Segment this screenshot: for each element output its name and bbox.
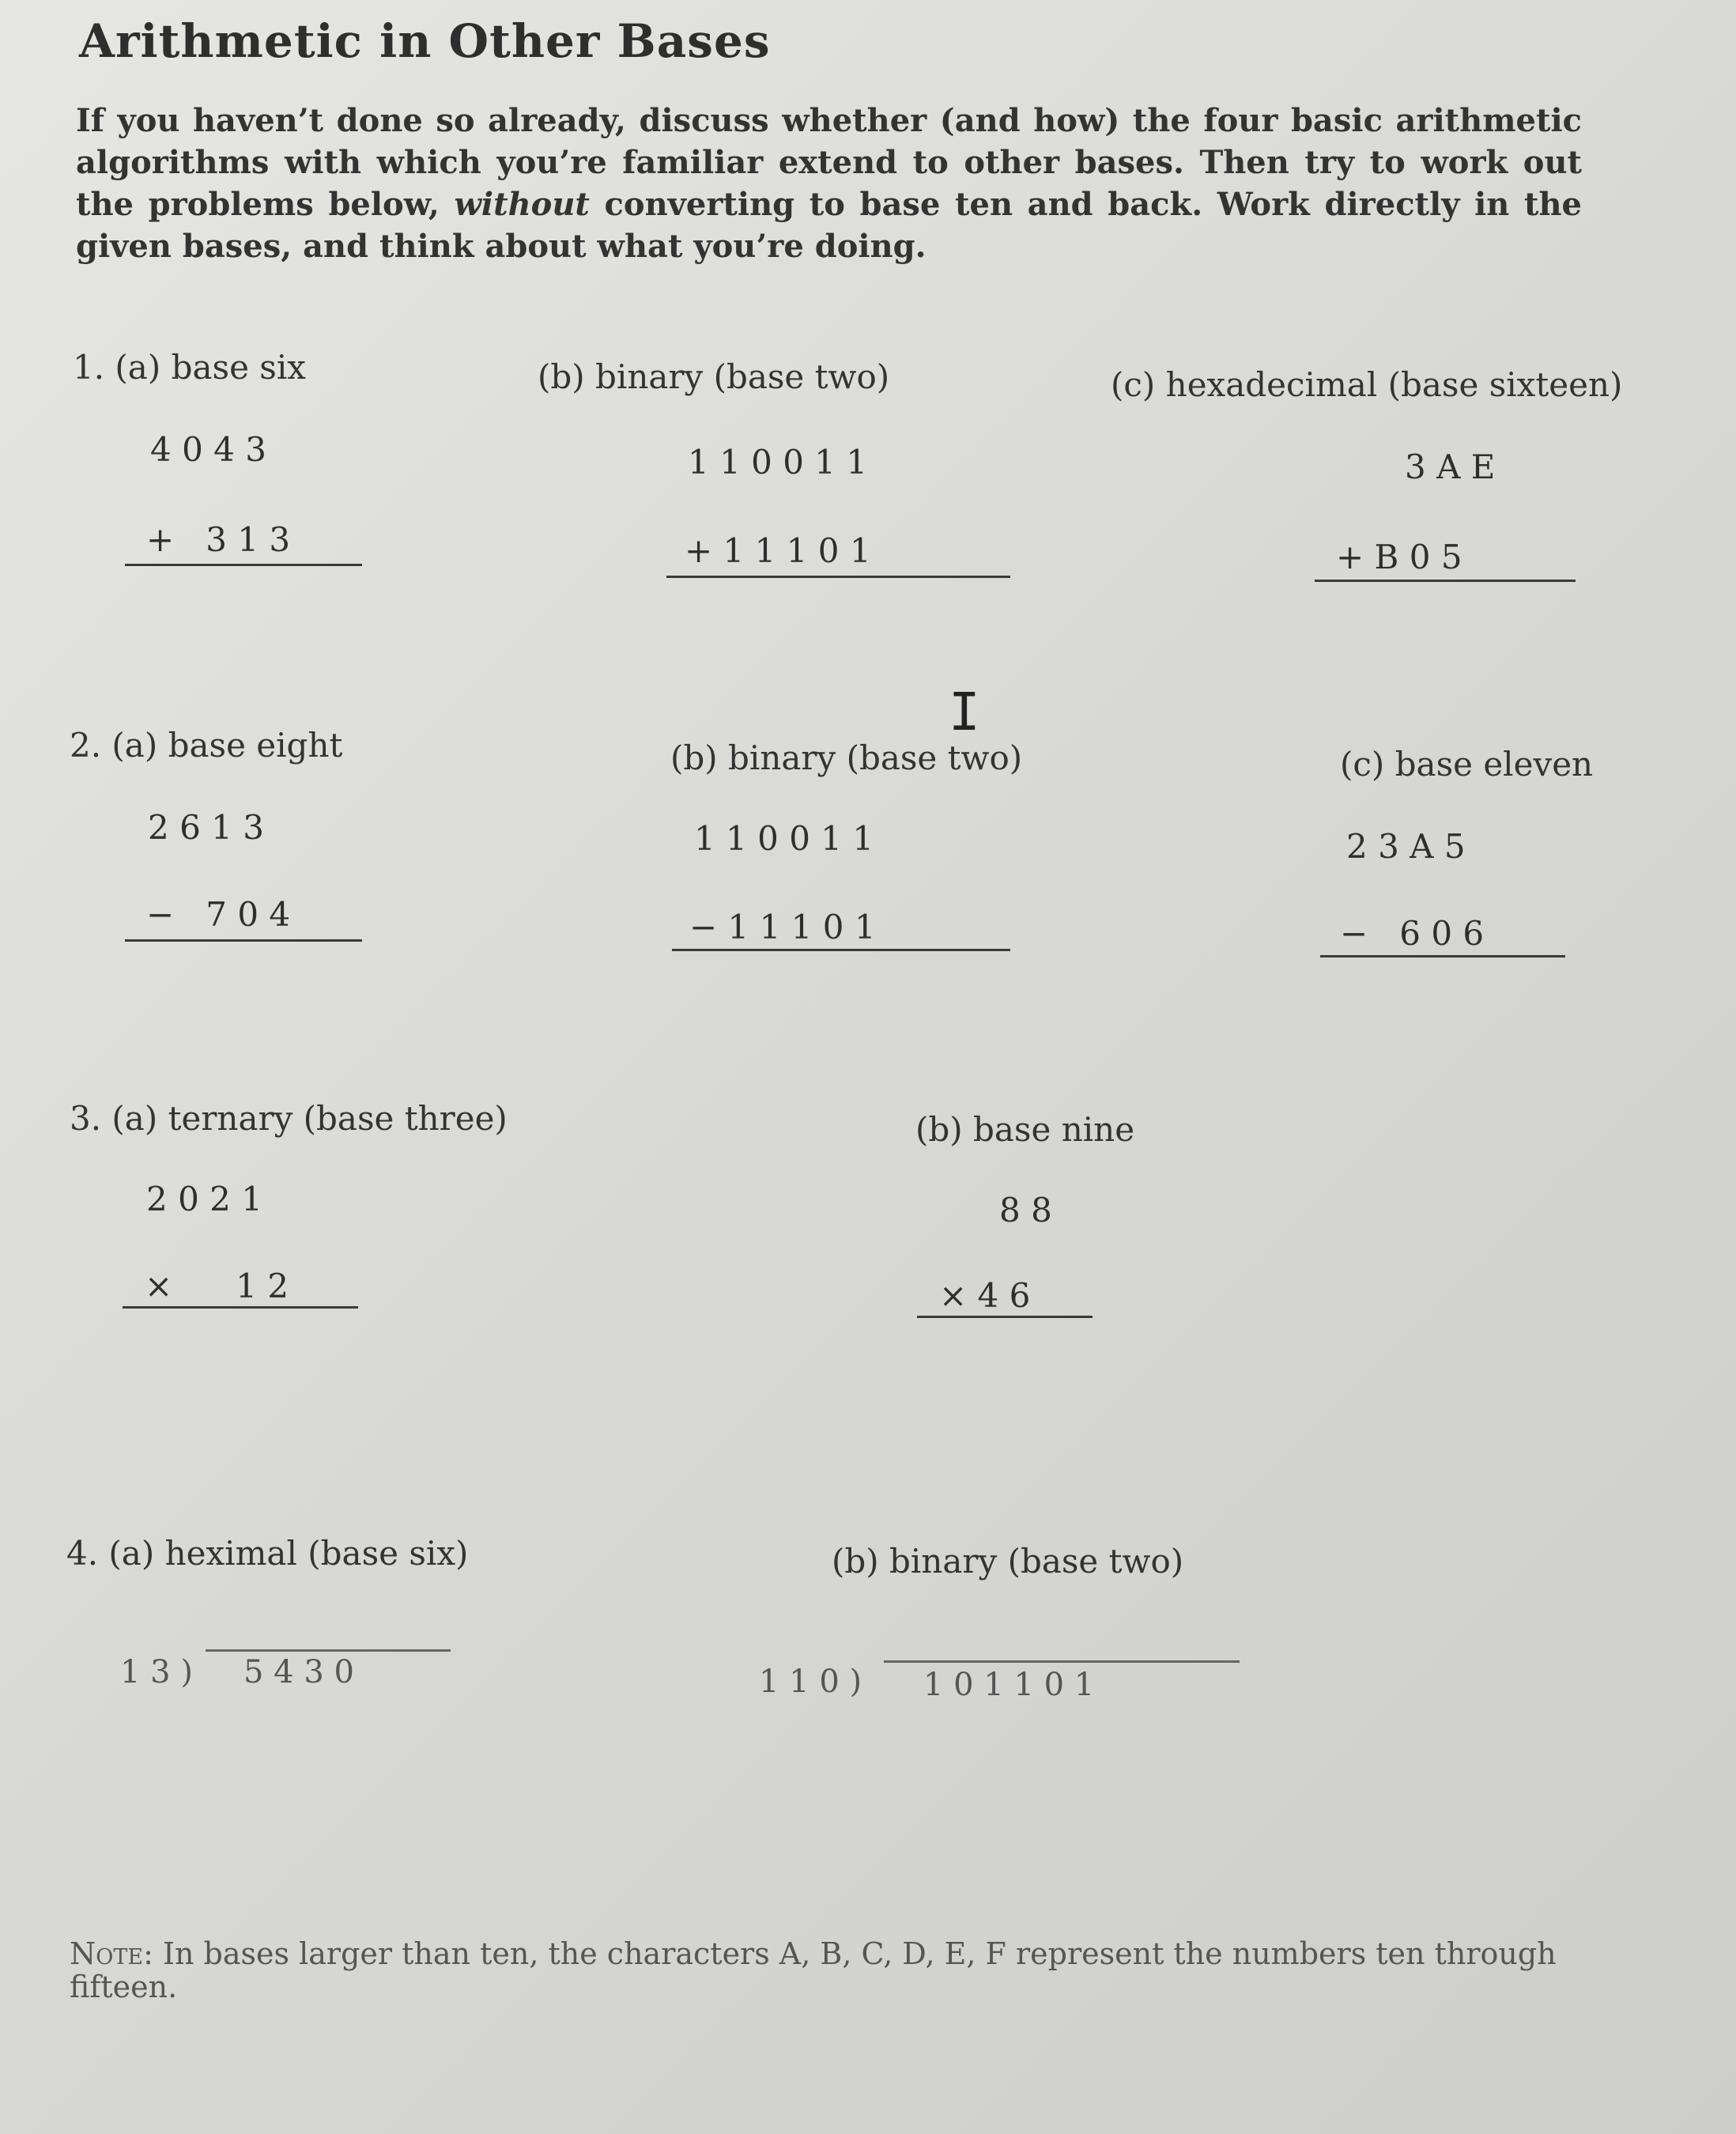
problem-1c-top: 3 A E: [1405, 448, 1496, 486]
problem-1a-bottom: + 3 1 3: [146, 520, 291, 559]
note-paragraph: [70, 1937, 1651, 2004]
note-lead: Note:: [70, 1936, 153, 1971]
problem-1a-top: 4 0 4 3: [150, 430, 266, 469]
intro-text-before: If you haven’t done so already, discuss whether (and how) the four basic arithmetic algorithms with which you’re familiar extend to other bases. Then try to work out the problems below,: [76, 102, 1582, 223]
problem-2a-rule: [125, 939, 362, 942]
problem-4a-division-bar: [206, 1649, 451, 1652]
intro-paragraph: [76, 100, 1582, 267]
problem-2b-top: 1 1 0 0 1 1: [694, 819, 874, 858]
note-text: In bases larger than ten, the characters A, B, C, D, E, F represent the numbers ten through fifteen.: [70, 1936, 1557, 2004]
problem-1a-rule: [125, 564, 362, 566]
problem-4a-divisor: 1 3 ): [120, 1654, 193, 1690]
problem-1b-bottom: + 1 1 1 0 1: [685, 531, 871, 570]
problem-4b-label: (b) binary (base two): [832, 1542, 1184, 1581]
problem-2b-rule: [672, 949, 1010, 951]
problem-3b-bottom: × 4 6: [939, 1276, 1031, 1315]
problem-3a-top: 2 0 2 1: [146, 1180, 262, 1218]
problem-1a-label: 1. (a) base six: [73, 348, 306, 387]
problem-2c-rule: [1320, 955, 1565, 957]
problem-1c-label: (c) hexadecimal (base sixteen): [1111, 365, 1623, 404]
problem-4a-label: 4. (a) heximal (base six): [66, 1534, 469, 1573]
problem-2a-label: 2. (a) base eight: [70, 726, 343, 765]
problem-4b-divisor: 1 1 0 ): [759, 1664, 862, 1700]
problem-3b-label: (b) base nine: [915, 1110, 1135, 1149]
problem-2a-top: 2 6 1 3: [148, 808, 264, 847]
problem-4a-dividend: 5 4 3 0: [243, 1654, 354, 1690]
intro-text-after: converting to base ten and back. Work directly in the given bases, and think about what you’re doing.: [76, 186, 1583, 265]
problem-3a-label: 3. (a) ternary (base three): [70, 1099, 508, 1138]
problem-3b-rule: [917, 1316, 1093, 1318]
problem-2a-bottom: − 7 0 4: [146, 895, 291, 934]
problem-1b-label: (b) binary (base two): [538, 357, 890, 396]
problem-3a-rule: [123, 1306, 358, 1309]
problem-2b-bottom: − 1 1 1 0 1: [689, 908, 876, 946]
problem-3a-bottom: × 1 2: [145, 1267, 289, 1305]
problem-1b-top: 1 1 0 0 1 1: [688, 443, 868, 482]
intro-emphasis: without: [454, 186, 590, 223]
text-cursor-icon: I: [949, 682, 980, 742]
problem-4b-dividend: 1 0 1 1 0 1: [923, 1667, 1095, 1703]
problem-1c-rule: [1315, 580, 1576, 582]
problem-2b-label: (b) binary (base two): [670, 738, 1023, 777]
problem-4b-division-bar: [884, 1660, 1240, 1663]
problem-2c-top: 2 3 A 5: [1346, 827, 1466, 866]
page-title: Arithmetic in Other Bases: [79, 14, 771, 68]
problem-3b-top: 8 8: [999, 1191, 1052, 1229]
problem-2c-bottom: − 6 0 6: [1340, 914, 1485, 953]
problem-2c-label: (c) base eleven: [1340, 745, 1594, 784]
problem-1c-bottom: + B 0 5: [1336, 538, 1462, 576]
problem-1b-rule: [666, 576, 1010, 578]
